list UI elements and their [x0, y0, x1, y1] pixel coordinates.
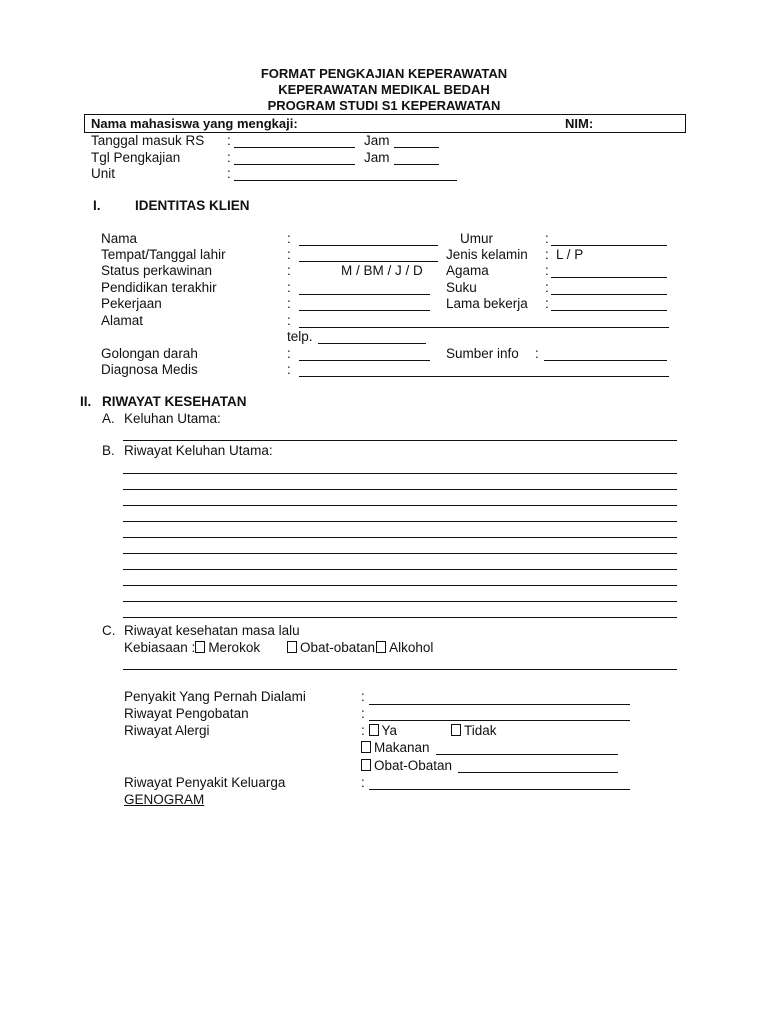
section-2-title: RIWAYAT KESEHATAN — [102, 394, 247, 409]
title-program: PROGRAM STUDI S1 KEPERAWATAN — [267, 98, 501, 113]
diagnosa-field[interactable] — [299, 376, 669, 377]
tgl-pengkajian-field[interactable] — [234, 164, 355, 165]
colon: : — [545, 296, 549, 311]
keluhan-utama-field[interactable] — [123, 440, 677, 441]
student-box — [84, 114, 686, 133]
tidak-option — [451, 723, 497, 739]
colon: : — [545, 231, 549, 246]
nama-field[interactable] — [299, 245, 438, 246]
alamat-field[interactable] — [299, 327, 669, 328]
pekerjaan-label: Pekerjaan — [101, 296, 162, 311]
colon: : — [287, 231, 291, 246]
colon: : — [545, 247, 549, 262]
sumber-info-label: Sumber info — [446, 346, 519, 361]
nim-label: NIM: — [565, 116, 594, 131]
colon: : — [361, 775, 365, 790]
colon: : — [361, 689, 365, 704]
pendidikan-field[interactable] — [299, 294, 430, 295]
kebiasaan-label: Kebiasaan : — [124, 640, 196, 655]
diagnosa-label: Diagnosa Medis — [101, 362, 198, 377]
agama-label: Agama — [446, 263, 489, 278]
jam-masuk-field[interactable] — [394, 147, 439, 148]
penyakit-field[interactable] — [369, 704, 630, 705]
riwayat-keluhan-line[interactable] — [123, 521, 677, 522]
makanan-checkbox[interactable] — [361, 741, 371, 753]
merokok-checkbox[interactable] — [195, 641, 205, 653]
riwayat-keluhan-line[interactable] — [123, 569, 677, 570]
riwayat-keluhan-line[interactable] — [123, 601, 677, 602]
keluarga-label: Riwayat Penyakit Keluarga — [124, 775, 286, 790]
colon: : — [361, 706, 365, 721]
tanggal-masuk-field[interactable] — [234, 147, 355, 148]
suku-label: Suku — [446, 280, 477, 295]
section-1-number: I. — [93, 198, 101, 213]
section-1-title: IDENTITAS KLIEN — [135, 198, 250, 213]
umur-label: Umur — [460, 231, 493, 246]
jam-label: Jam — [364, 150, 390, 165]
colon: : — [545, 263, 549, 278]
ttl-label: Tempat/Tanggal lahir — [101, 247, 226, 262]
pengobatan-label: Riwayat Pengobatan — [124, 706, 249, 721]
pekerjaan-field[interactable] — [299, 310, 430, 311]
colon: : — [227, 166, 231, 181]
tidak-checkbox[interactable] — [451, 724, 461, 736]
riwayat-keluhan-line[interactable] — [123, 553, 677, 554]
riwayat-keluhan-label: Riwayat Keluhan Utama: — [124, 443, 273, 458]
telp-field[interactable] — [318, 343, 426, 344]
suku-field[interactable] — [551, 294, 667, 295]
penyakit-label: Penyakit Yang Pernah Dialami — [124, 689, 306, 704]
tgl-pengkajian-label: Tgl Pengkajian — [91, 150, 181, 165]
agama-field[interactable] — [551, 277, 667, 278]
status-label: Status perkawinan — [101, 263, 213, 278]
obat-checkbox[interactable] — [287, 641, 297, 653]
alamat-label: Alamat — [101, 313, 144, 328]
riwayat-masa-lalu-label: Riwayat kesehatan masa lalu — [124, 623, 300, 638]
riwayat-keluhan-line[interactable] — [123, 537, 677, 538]
lama-bekerja-field[interactable] — [551, 310, 667, 311]
item-c-letter: C. — [102, 623, 116, 638]
title-kmb: KEPERAWATAN MEDIKAL BEDAH — [278, 82, 490, 97]
colon: : — [287, 296, 291, 311]
colon: : — [287, 313, 291, 328]
keluhan-utama-label: Keluhan Utama: — [124, 411, 221, 426]
colon: : — [287, 280, 291, 295]
obat-obatan-option — [361, 758, 452, 774]
jk-options: L / P — [556, 247, 584, 262]
obat-label: Obat-obatan — [300, 640, 376, 655]
obat-obatan-field[interactable] — [458, 772, 618, 773]
colon: : — [361, 723, 365, 738]
colon: : — [545, 280, 549, 295]
riwayat-keluhan-line[interactable] — [123, 617, 677, 618]
riwayat-keluhan-line[interactable] — [123, 505, 677, 506]
colon: : — [287, 263, 291, 278]
obat-alkohol-row — [287, 640, 433, 656]
alkohol-label: Alkohol — [389, 640, 434, 655]
alergi-options — [361, 723, 397, 739]
jk-label: Jenis kelamin — [446, 247, 528, 262]
sumber-info-field[interactable] — [544, 360, 667, 361]
makanan-option — [361, 740, 430, 756]
item-b-letter: B. — [102, 443, 115, 458]
pendidikan-label: Pendidikan terakhir — [101, 280, 217, 295]
riwayat-keluhan-line[interactable] — [123, 473, 677, 474]
golongan-field[interactable] — [299, 360, 430, 361]
item-a-letter: A. — [102, 411, 115, 426]
ya-label: Ya — [381, 723, 398, 738]
alergi-label: Riwayat Alergi — [124, 723, 210, 738]
keluarga-field[interactable] — [369, 789, 630, 790]
telp-label: telp. — [287, 329, 313, 344]
nama-label: Nama — [101, 231, 138, 246]
kebiasaan-row — [124, 640, 260, 656]
golongan-label: Golongan darah — [101, 346, 198, 361]
makanan-label: Makanan — [374, 740, 430, 755]
kebiasaan-field[interactable] — [123, 669, 677, 670]
riwayat-keluhan-line[interactable] — [123, 585, 677, 586]
alkohol-checkbox[interactable] — [376, 641, 386, 653]
ttl-field[interactable] — [299, 261, 438, 262]
colon: : — [287, 247, 291, 262]
genogram-label: GENOGRAM — [124, 792, 205, 807]
obat-obatan-checkbox[interactable] — [361, 759, 371, 771]
colon: : — [535, 346, 539, 361]
unit-label: Unit — [91, 166, 116, 181]
riwayat-keluhan-line[interactable] — [123, 489, 677, 490]
obat-obatan-label: Obat-Obatan — [374, 758, 453, 773]
ya-checkbox[interactable] — [369, 724, 379, 736]
makanan-field[interactable] — [436, 754, 618, 755]
colon: : — [287, 362, 291, 377]
pengobatan-field[interactable] — [369, 720, 630, 721]
colon: : — [287, 346, 291, 361]
merokok-label: Merokok — [208, 640, 261, 655]
jam-label: Jam — [364, 133, 390, 148]
colon: : — [227, 150, 231, 165]
status-options: M / BM / J / D — [341, 263, 423, 278]
section-2-number: II. — [80, 394, 92, 409]
tanggal-masuk-label: Tanggal masuk RS — [91, 133, 205, 148]
unit-field[interactable] — [234, 180, 457, 181]
umur-field[interactable] — [551, 245, 667, 246]
tidak-label: Tidak — [464, 723, 497, 738]
jam-pengkajian-field[interactable] — [394, 164, 439, 165]
student-name-label: Nama mahasiswa yang mengkaji: — [91, 116, 298, 131]
title-format: FORMAT PENGKAJIAN KEPERAWATAN — [260, 66, 508, 81]
lama-bekerja-label: Lama bekerja — [446, 296, 528, 311]
colon: : — [227, 133, 231, 148]
